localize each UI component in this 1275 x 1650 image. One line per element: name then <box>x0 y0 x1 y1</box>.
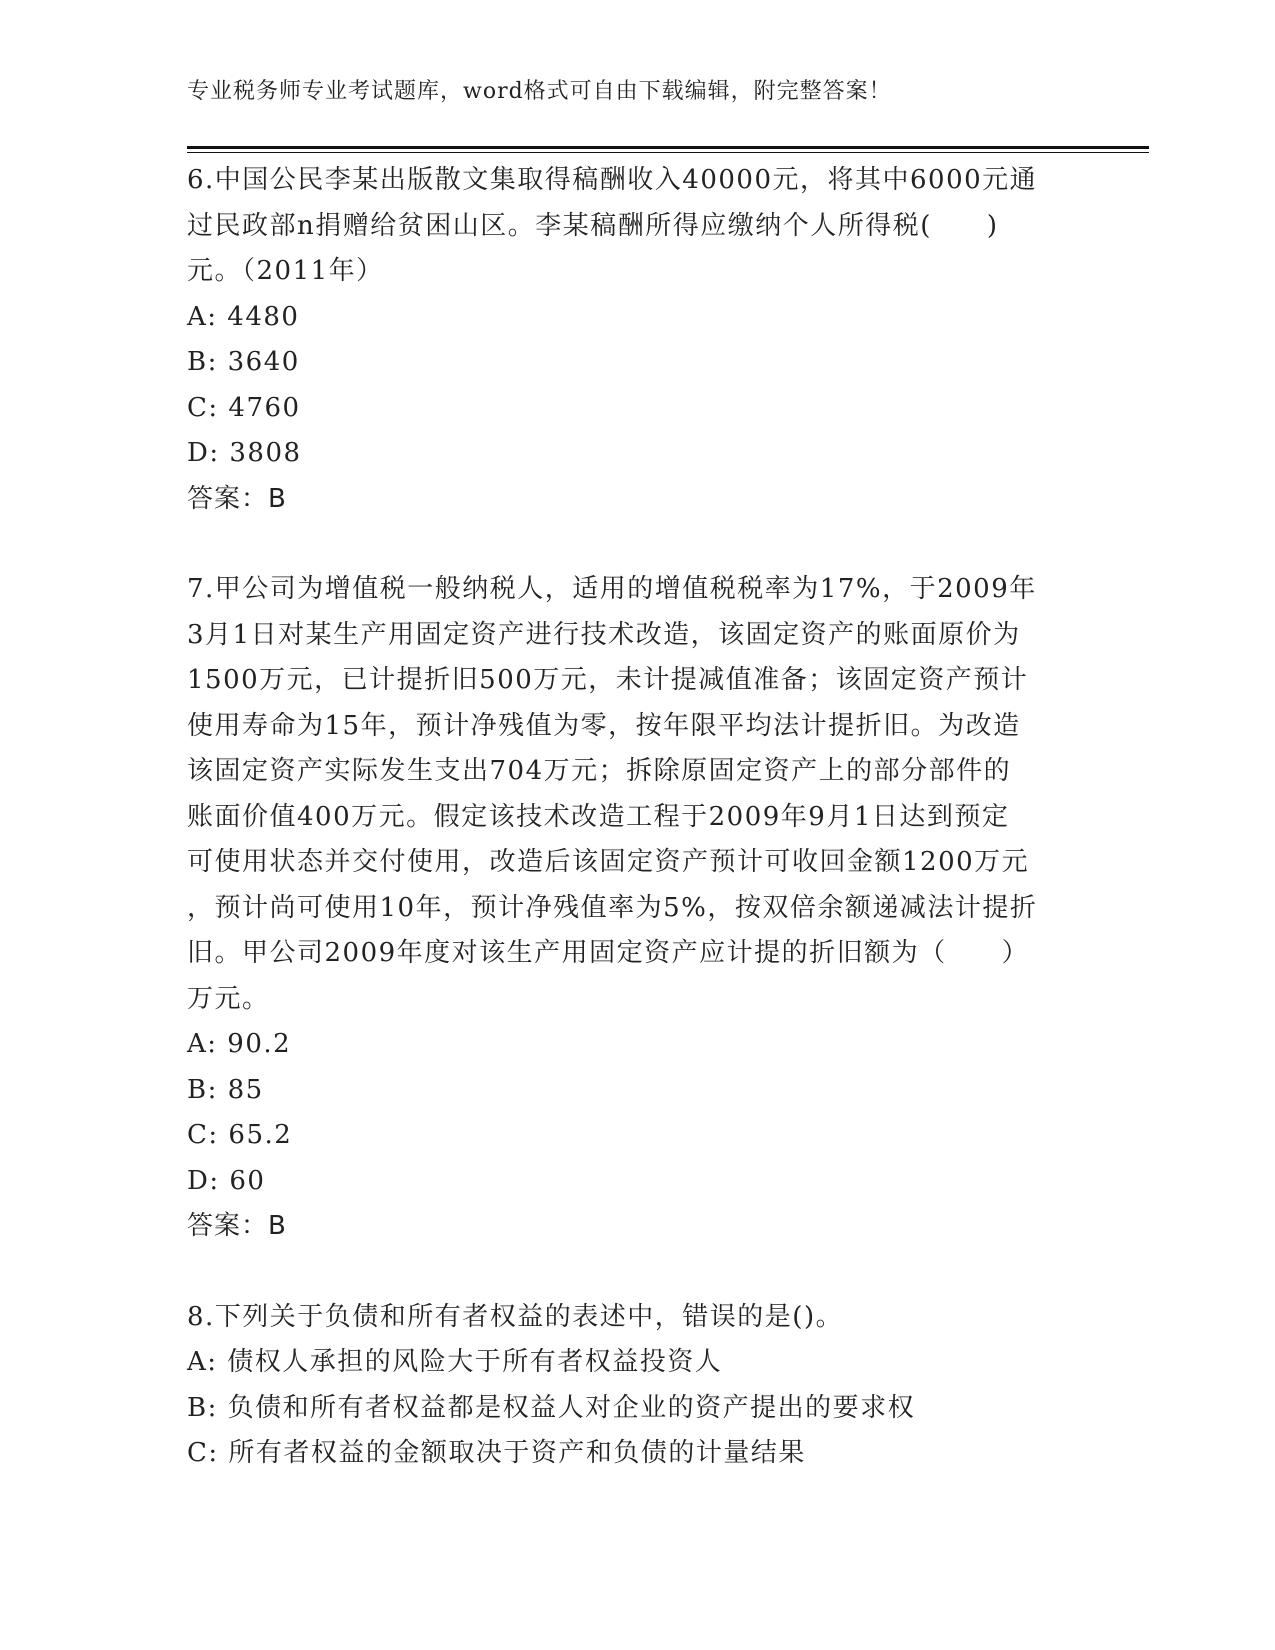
question-line: 可使用状态并交付使用，改造后该固定资产预计可收回金额1200万元 <box>187 847 1030 877</box>
question-stem <box>187 567 1087 1022</box>
question-stem <box>187 1295 1087 1341</box>
option-a: A: 4480 <box>187 301 300 332</box>
question-line: 1500万元，已计提折旧500万元，未计提减值准备；该固定资产预计 <box>187 665 1029 695</box>
question-line: 账面价值400万元。假定该技术改造工程于2009年9月1日达到预定 <box>187 801 1010 832</box>
option-b: B: 3640 <box>187 347 300 377</box>
question-line: 7.甲公司为增值税一般纳税人，适用的增值税税率为17%，于2009年 <box>187 574 1037 604</box>
option-b: B: 负债和所有者权益都是权益人对企业的资产提出的要求权 <box>187 1392 916 1423</box>
question-list <box>187 158 1087 1477</box>
question-line: 该固定资产实际发生支出704万元；拆除原固定资产上的部分部件的 <box>187 756 1012 786</box>
question-line: 元。（2011年） <box>187 256 384 286</box>
answer: 答案：B <box>187 483 287 514</box>
question-stem <box>187 158 1087 295</box>
header-rule-thin <box>187 152 1149 153</box>
page-header: 专业税务师专业考试题库，word格式可自由下载编辑，附完整答案！ <box>187 79 892 104</box>
question-spacer <box>187 1250 1087 1295</box>
question-8 <box>187 1295 1087 1477</box>
question-line: 8.下列关于负债和所有者权益的表述中，错误的是()。 <box>187 1301 844 1332</box>
header-rule-thick <box>187 146 1149 149</box>
question-line: 旧。甲公司2009年度对该生产用固定资产应计提的折旧额为（ ） <box>187 938 1030 968</box>
option-a: A: 90.2 <box>187 1029 292 1059</box>
answer: 答案：B <box>187 1211 287 1241</box>
option-a: A: 债权人承担的风险大于所有者权益投资人 <box>187 1347 723 1377</box>
option-c: C: 所有者权益的金额取决于资产和负债的计量结果 <box>187 1438 806 1468</box>
question-line: 3月1日对某生产用固定资产进行技术改造，该固定资产的账面原价为 <box>187 619 1021 650</box>
question-line: 万元。 <box>187 983 270 1014</box>
question-7 <box>187 567 1087 1250</box>
option-d: D: 60 <box>187 1165 266 1196</box>
question-line: ，预计尚可使用10年，预计净残值率为5%，按双倍余额递减法计提折 <box>187 892 1038 923</box>
question-spacer <box>187 522 1087 567</box>
question-line: 使用寿命为15年，预计净残值为零，按年限平均法计提折旧。为改造 <box>187 710 1021 741</box>
question-line: 6.中国公民李某出版散文集取得稿酬收入40000元，将其中6000元通 <box>187 165 1038 195</box>
question-line: 过民政部n捐赠给贫困山区。李某稿酬所得应缴纳个人所得税( ) <box>187 210 999 241</box>
option-c: C: 4760 <box>187 392 301 423</box>
option-c: C: 65.2 <box>187 1120 293 1150</box>
option-d: D: 3808 <box>187 438 302 468</box>
option-b: B: 85 <box>187 1074 264 1105</box>
question-6 <box>187 158 1087 522</box>
